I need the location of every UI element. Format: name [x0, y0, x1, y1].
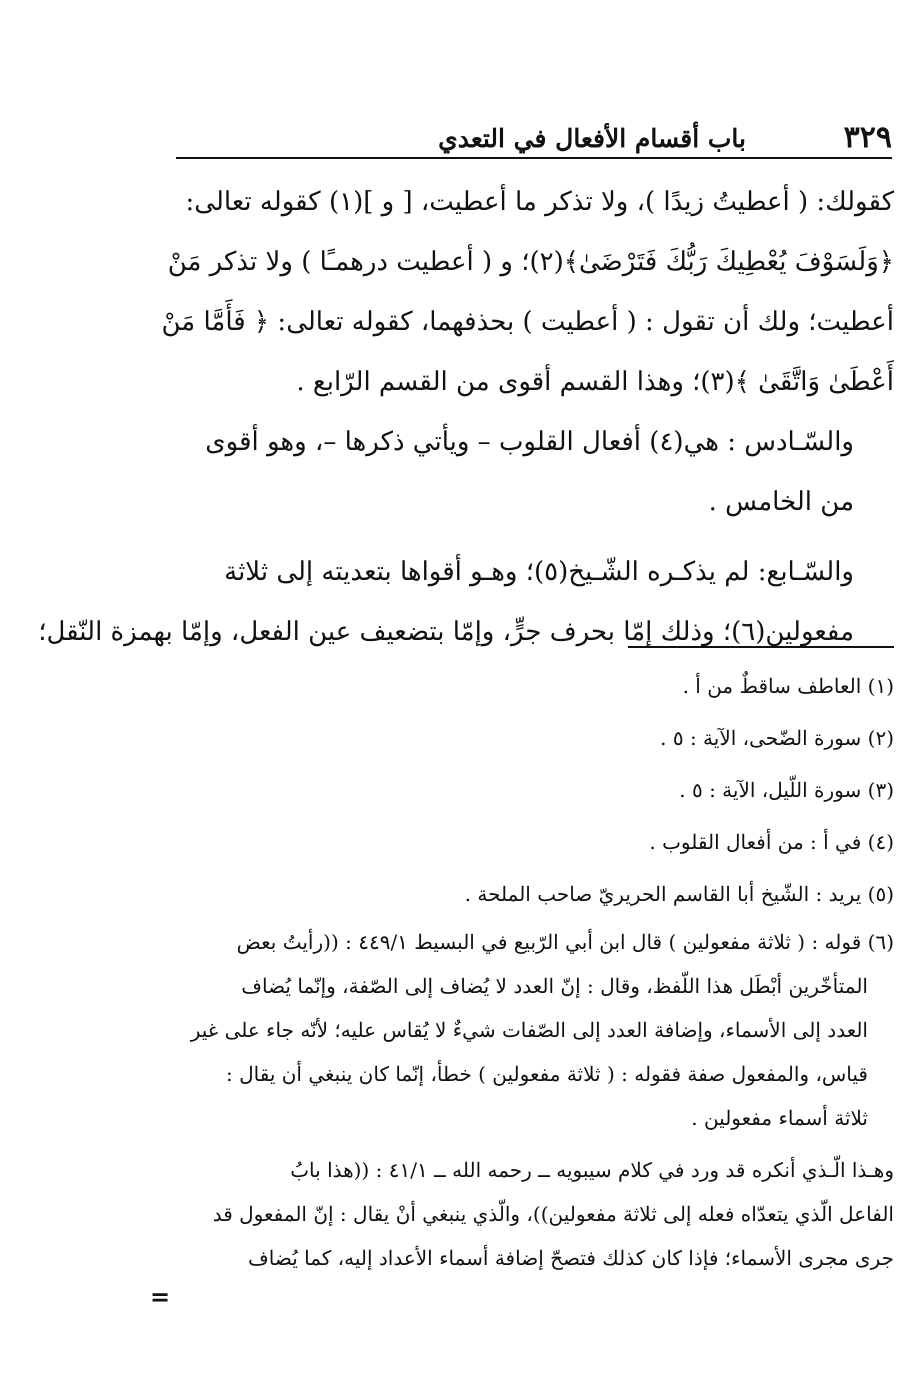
footnotes — [168, 660, 894, 1280]
running-title: باب أقسام الأفعال في التعدي — [438, 124, 746, 153]
footnote-separator — [628, 646, 894, 648]
footnote-line: ثلاثة أسماء مفعولين . — [691, 1106, 868, 1130]
text-line: ﴿وَلَسَوْفَ يُعْطِيكَ رَبُّكَ فَتَرْضَىٰ﴾(٢)؛ و ( أعطيت درهمـًا ) ولا تذكر مَنْ — [167, 247, 894, 277]
text-line: من الخامس . — [708, 487, 854, 517]
text-line: كقولك: ( أعطيتُ زيدًا )، ولا تذكر ما أعطيت، [ و ](١) كقوله تعالى: — [185, 187, 894, 217]
footnote-3: (٣) سورة اللّيل، الآية : ٥ . — [679, 778, 894, 802]
paragraph-fifth-type-examples — [161, 172, 894, 412]
footnote-4: (٤) في أ : من أفعال القلوب . — [649, 830, 894, 854]
footnote-line: (٦) قوله : ( ثلاثة مفعولين ) قال ابن أبي الرّبيع في البسيط ٤٤٩/١ : ((رأيتُ بعض — [236, 930, 894, 954]
footnote-line: المتأخّرين أبْطَل هذا اللّفظ، وقال : إنّ العدد لا يُضاف إلى الصّفة، وإنّما يُضاف — [241, 974, 868, 998]
footnote-line: العدد إلى الأسماء، وإضافة العدد إلى الصّفات شيءٌ لا يُقاس عليه؛ لأنّه جاء على غير — [190, 1018, 868, 1042]
footnote-5: (٥) يريد : الشّيخ أبا القاسم الحريريّ صاحب الملحة . — [464, 882, 894, 906]
page-header — [176, 116, 892, 156]
footnote-line: وهـذا الّـذي أنكره قد ورد في كلام سيبويه ــ رحمه الله ــ ٤١/١ : ((هذا بابُ — [290, 1158, 894, 1182]
footnote-line: جرى مجرى الأسماء؛ فإذا كان كذلك فتصحّ إضافة أسماء الأعداد إليه، كما يُضاف — [248, 1246, 894, 1270]
text-line: والسّـادس : هي(٤) أفعال القلوب – ويأتي ذكرها –، وهو أقوى — [205, 427, 854, 457]
paragraph-sixth-type — [168, 412, 894, 532]
footnote-1: (١) العاطف ساقطٌ من أ . — [682, 674, 894, 698]
footnote-line: قياس، والمفعول صفة فقوله : ( ثلاثة مفعولين ) خطأ، إنّما كان ينبغي أن يقال : — [225, 1062, 868, 1086]
text-line: مفعولين(٦)؛ وذلك إمّا بحرف جرٍّ، وإمّا بتضعيف عين الفعل، وإمّا بهمزة النّقل؛ — [38, 617, 854, 647]
footnote-6 — [168, 920, 894, 1140]
continuation-mark: = — [150, 1282, 171, 1311]
text-line: والسّـابع: لم يذكـره الشّـيخ(٥)؛ وهـو أقواها بتعديته إلى ثلاثة — [224, 557, 854, 587]
header-rule — [176, 157, 892, 159]
paragraph-seventh-type — [38, 542, 894, 662]
text-line: أعطيت؛ ولك أن تقول : ( أعطيت ) بحذفهما، كقوله تعالى: ﴿ فَأَمَّا مَنْ — [161, 307, 894, 337]
footnote-2: (٢) سورة الضّحى، الآية : ٥ . — [660, 726, 894, 750]
footnote-line: الفاعل الّذي يتعدّاه فعله إلى ثلاثة مفعولين))، والّذي ينبغي أنْ يقال : إنّ المفعول قد — [212, 1202, 894, 1226]
main-text — [38, 172, 894, 662]
footnote-6-continuation — [168, 1148, 894, 1280]
page-number: ٣٢٩ — [843, 120, 892, 155]
text-line: أَعْطَىٰ وَاتَّقَىٰ ﴾(٣)؛ وهذا القسم أقوى من القسم الرّابع . — [296, 367, 894, 397]
